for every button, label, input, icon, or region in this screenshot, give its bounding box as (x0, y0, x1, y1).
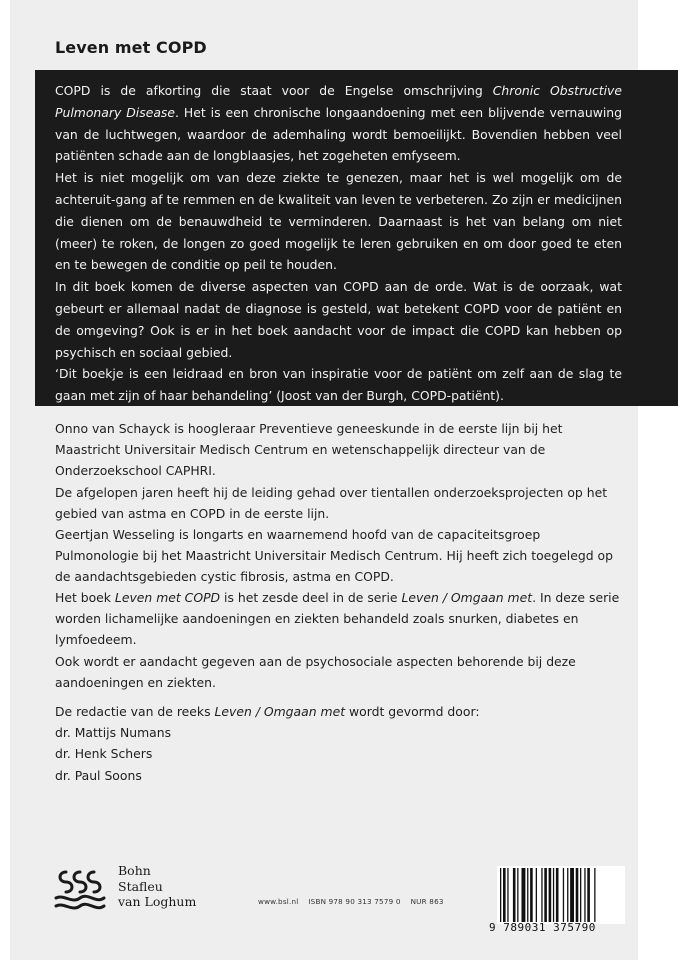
blurb-text (55, 80, 622, 407)
author-bio-3: Geertjan Wesseling is longarts en waarnemend hoofd van de capaciteitsgroep Pulmonologie bij het Maastricht Universitair Medisch Centrum. Hij heeft zich toegelegd op de aandachtsgebieden cystic fibrosis, astma en COPD. (55, 527, 613, 585)
publisher-logo-icon (52, 862, 108, 914)
title-bar (10, 0, 638, 70)
author-bio-2: De afgelopen jaren heeft hij de leiding gehad over tientallen onderzoeksprojecten op het gebied van astma en COPD in de eerste lijn. (55, 484, 608, 521)
barcode-number: 9 789031 375790 (489, 921, 596, 934)
series-info (55, 587, 622, 693)
editor-name: dr. Mattijs Numans (55, 725, 172, 741)
editors-intro: De redactie van de reeks Leven / Omgaan met wordt gevormd door: (55, 704, 480, 719)
author-bio-1: Onno van Schayck is hoogleraar Preventieve geneeskunde in de eerste lijn bij het Maastricht Universitair Medisch Centrum en wetenschappelijk directeur van de Onderzoekschool CAPHRI. (55, 421, 563, 479)
editor-name: dr. Paul Soons (55, 767, 142, 783)
isbn-line (258, 897, 444, 906)
nur-text: NUR 863 (410, 897, 444, 906)
editor-name: dr. Henk Schers (55, 746, 153, 762)
series-paragraph-2: Ook wordt er aandacht gegeven aan de psychosociale aspecten behorende bij deze aandoeningen en ziekten. (55, 653, 576, 690)
isbn-text: ISBN 978 90 313 7579 0 (308, 897, 401, 906)
blurb-quote: ‘Dit boekje is een leidraad en bron van inspiratie voor de patiënt om zelf aan de slag te gaan met zijn of haar behandeling’ (Joost van der Burgh, COPD-patiënt). (55, 366, 622, 404)
author-bios (55, 418, 622, 588)
barcode-icon (497, 866, 625, 924)
website-text: www.bsl.nl (258, 897, 299, 906)
blurb-paragraph-3: In dit boek komen de diverse aspecten van COPD aan de orde. Wat is de oorzaak, wat gebeurt er allemaal nadat de diagnose is gesteld, wat betekent COPD voor de patiënt en de omgeving? Ook is er in het boek aandacht voor de impact die COPD kan hebben op psychisch en sociaal gebied. (55, 279, 622, 360)
editors-block (55, 701, 622, 786)
publisher-name: Bohn Stafleu van Loghum (118, 863, 197, 909)
series-paragraph-1: Het boek Leven met COPD is het zesde deel in de serie Leven / Omgaan met. In deze serie worden lichamelijke aandoeningen en ziekten behandeld zoals snurken, diabetes en lymfoedeem. (55, 590, 620, 648)
blurb-paragraph-2: Het is niet mogelijk om van deze ziekte te genezen, maar het is wel mogelijk om de achteruit-gang af te remmen en de kwaliteit van leven te verbeteren. Zo zijn er medicijnen die dienen om de benauwdheid te verminderen. Daarnaast is het van belang om niet (meer) te roken, de longen zo goed mogelijk te leren gebruiken en om door goed te eten en te bewegen de conditie op peil te houden. (55, 170, 622, 273)
book-title: Leven met COPD (55, 38, 207, 57)
blurb-paragraph-1: COPD is de afkorting die staat voor de Engelse omschrijving Chronic Obstructive Pulmonary Disease. Het is een chronische longaandoening met een blijvende vernauwing van de luchtwegen, waardoor de ademhaling wordt bemoeilijkt. Bovendien hebben veel patiënten schade aan de longblaasjes, het zogeheten emfyseem. (55, 83, 622, 164)
